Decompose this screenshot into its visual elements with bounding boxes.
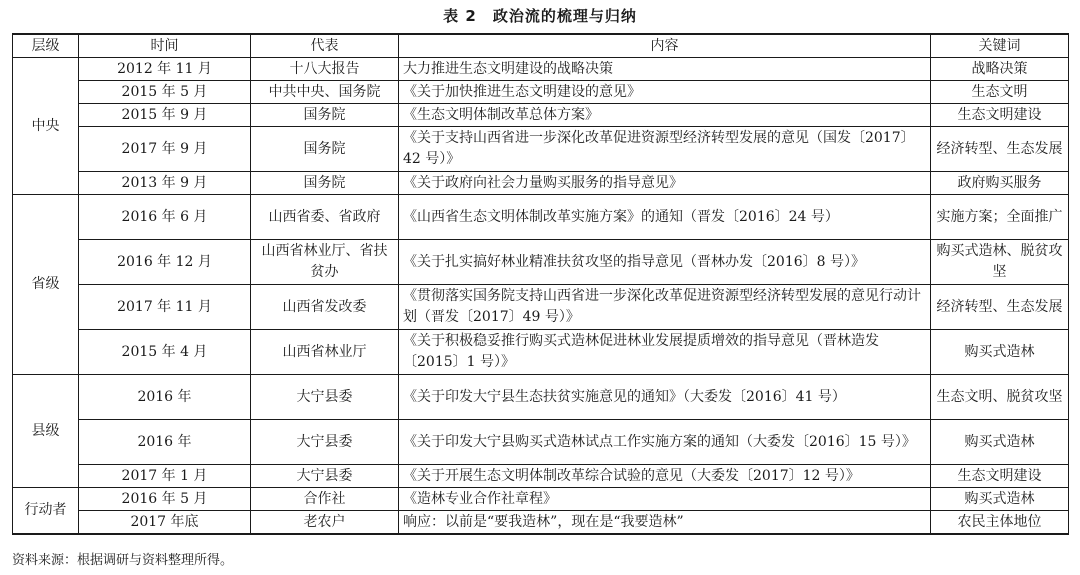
keyword-cell: 购买式造林 bbox=[931, 420, 1069, 465]
content-cell: 《关于加快推进生态文明建设的意见》 bbox=[399, 81, 931, 104]
representative-cell: 合作社 bbox=[251, 488, 399, 511]
keyword-cell: 经济转型、生态发展 bbox=[931, 285, 1069, 330]
content-cell: 大力推进生态文明建设的战略决策 bbox=[399, 58, 931, 81]
content-cell: 《生态文明体制改革总体方案》 bbox=[399, 104, 931, 127]
keyword-cell: 政府购买服务 bbox=[931, 172, 1069, 195]
table-row bbox=[13, 172, 1069, 195]
table-row bbox=[13, 58, 1069, 81]
level-cell: 行动者 bbox=[13, 488, 79, 535]
content-cell: 《关于支持山西省进一步深化改革促进资源型经济转型发展的意见（国发〔2017〕42 号）》 bbox=[399, 127, 931, 172]
level-cell: 中央 bbox=[13, 58, 79, 195]
keyword-cell: 购买式造林 bbox=[931, 330, 1069, 375]
header-level: 层级 bbox=[13, 34, 79, 58]
representative-cell: 大宁县委 bbox=[251, 375, 399, 420]
representative-cell: 山西省发改委 bbox=[251, 285, 399, 330]
header-content: 内容 bbox=[399, 34, 931, 58]
content-cell: 《关于印发大宁县购买式造林试点工作实施方案的通知（大委发〔2016〕15 号）》 bbox=[399, 420, 931, 465]
time-cell: 2017 年 11 月 bbox=[79, 285, 251, 330]
keyword-cell: 农民主体地位 bbox=[931, 511, 1069, 535]
table-row bbox=[13, 240, 1069, 285]
keyword-cell: 生态文明建设 bbox=[931, 465, 1069, 488]
representative-cell: 大宁县委 bbox=[251, 420, 399, 465]
content-cell: 《造林专业合作社章程》 bbox=[399, 488, 931, 511]
time-cell: 2015 年 4 月 bbox=[79, 330, 251, 375]
source-note: 资料来源：根据调研与资料整理所得。 bbox=[12, 553, 234, 568]
keyword-cell: 实施方案；全面推广 bbox=[931, 195, 1069, 240]
level-cell: 县级 bbox=[13, 375, 79, 488]
time-cell: 2016 年 bbox=[79, 375, 251, 420]
keyword-cell: 购买式造林 bbox=[931, 488, 1069, 511]
time-cell: 2012 年 11 月 bbox=[79, 58, 251, 81]
keyword-cell: 生态文明 bbox=[931, 81, 1069, 104]
content-cell: 《山西省生态文明体制改革实施方案》的通知（晋发〔2016〕24 号） bbox=[399, 195, 931, 240]
time-cell: 2016 年 bbox=[79, 420, 251, 465]
content-cell: 《关于积极稳妥推行购买式造林促进林业发展提质增效的指导意见（晋林造发〔2015〕1 号）》 bbox=[399, 330, 931, 375]
content-cell: 《关于政府向社会力量购买服务的指导意见》 bbox=[399, 172, 931, 195]
table-row bbox=[13, 511, 1069, 535]
time-cell: 2016 年 5 月 bbox=[79, 488, 251, 511]
keyword-cell: 生态文明建设 bbox=[931, 104, 1069, 127]
time-cell: 2016 年 6 月 bbox=[79, 195, 251, 240]
table-row bbox=[13, 375, 1069, 420]
table-row bbox=[13, 104, 1069, 127]
table-row bbox=[13, 420, 1069, 465]
table-row bbox=[13, 488, 1069, 511]
keyword-cell: 经济转型、生态发展 bbox=[931, 127, 1069, 172]
time-cell: 2016 年 12 月 bbox=[79, 240, 251, 285]
keyword-cell: 生态文明、脱贫攻坚 bbox=[931, 375, 1069, 420]
content-cell: 《关于扎实搞好林业精准扶贫攻坚的指导意见（晋林办发〔2016〕8 号）》 bbox=[399, 240, 931, 285]
time-cell: 2017 年 1 月 bbox=[79, 465, 251, 488]
representative-cell: 国务院 bbox=[251, 104, 399, 127]
content-cell: 响应：以前是“要我造林”，现在是“我要造林” bbox=[399, 511, 931, 535]
time-cell: 2015 年 9 月 bbox=[79, 104, 251, 127]
representative-cell: 国务院 bbox=[251, 127, 399, 172]
header-time: 时间 bbox=[79, 34, 251, 58]
table-row bbox=[13, 81, 1069, 104]
time-cell: 2013 年 9 月 bbox=[79, 172, 251, 195]
keyword-cell: 购买式造林、脱贫攻坚 bbox=[931, 240, 1069, 285]
representative-cell: 十八大报告 bbox=[251, 58, 399, 81]
content-cell: 《关于开展生态文明体制改革综合试验的意见（大委发〔2017〕12 号）》 bbox=[399, 465, 931, 488]
table-body bbox=[13, 58, 1069, 535]
representative-cell: 国务院 bbox=[251, 172, 399, 195]
time-cell: 2017 年底 bbox=[79, 511, 251, 535]
content-cell: 《关于印发大宁县生态扶贫实施意见的通知》（大委发〔2016〕41 号） bbox=[399, 375, 931, 420]
policy-table bbox=[12, 33, 1069, 535]
representative-cell: 山西省林业厅 bbox=[251, 330, 399, 375]
table-row bbox=[13, 195, 1069, 240]
level-cell: 省级 bbox=[13, 195, 79, 375]
content-cell: 《贯彻落实国务院支持山西省进一步深化改革促进资源型经济转型发展的意见行动计划（晋发〔2017〕49 号）》 bbox=[399, 285, 931, 330]
header-row bbox=[13, 34, 1069, 58]
representative-cell: 老农户 bbox=[251, 511, 399, 535]
header-representative: 代表 bbox=[251, 34, 399, 58]
representative-cell: 山西省委、省政府 bbox=[251, 195, 399, 240]
representative-cell: 山西省林业厅、省扶贫办 bbox=[251, 240, 399, 285]
time-cell: 2017 年 9 月 bbox=[79, 127, 251, 172]
table-row bbox=[13, 127, 1069, 172]
representative-cell: 中共中央、国务院 bbox=[251, 81, 399, 104]
representative-cell: 大宁县委 bbox=[251, 465, 399, 488]
header-keyword: 关键词 bbox=[931, 34, 1069, 58]
time-cell: 2015 年 5 月 bbox=[79, 81, 251, 104]
table-row bbox=[13, 465, 1069, 488]
table-row bbox=[13, 285, 1069, 330]
table-title: 表 2 政治流的梳理与归纳 bbox=[443, 7, 637, 25]
table-row bbox=[13, 330, 1069, 375]
keyword-cell: 战略决策 bbox=[931, 58, 1069, 81]
